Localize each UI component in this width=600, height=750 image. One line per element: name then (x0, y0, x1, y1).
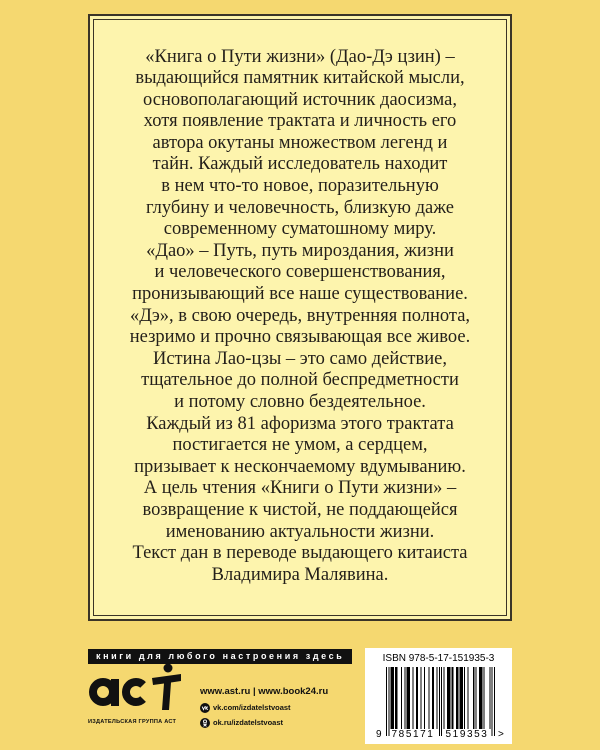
annotation-line: Текст дан в переводе выдающего китаиста (132, 543, 468, 564)
annotation-line: современному суматошному миру. (163, 219, 437, 240)
publisher-websites[interactable]: www.ast.ru | www.book24.ru (200, 686, 329, 697)
barcode-right-digits: 519353 (445, 729, 489, 740)
barcode-bar (412, 667, 413, 729)
barcode-bar (456, 667, 458, 729)
annotation-line: Владимира Малявина. (211, 564, 389, 585)
barcode-bar (451, 667, 453, 729)
barcode-bar (401, 667, 402, 729)
annotation-text (90, 47, 510, 587)
barcode-bar (479, 667, 482, 729)
annotation-line: тайн. Каждый исследователь находит (152, 154, 448, 175)
annotation-line: «Дэ», в свою очередь, внутренняя полнота, (129, 305, 471, 326)
annotation-line: автора окутаны множеством легенд и (152, 132, 448, 153)
annotation-line: и потому словно бездеятельное. (174, 392, 426, 412)
annotation-line: в нем что-то новое, поразительную (161, 176, 439, 197)
barcode-bar (416, 667, 418, 729)
barcode-guard-bar (386, 667, 387, 736)
barcode-bar (473, 667, 474, 729)
annotation-line: незримо и прочно связывающая все живое. (129, 327, 471, 348)
annotation-panel (88, 14, 512, 621)
barcode-bar (428, 667, 429, 729)
annotation-line: именованию актуальности жизни. (165, 521, 435, 542)
annotation-line: хотя появление трактата и личность его (143, 111, 457, 132)
barcode-bar (420, 667, 421, 729)
annotation-line: пронизывающий все наше существование. (132, 284, 468, 305)
barcode-bar (407, 667, 410, 729)
barcode-left-digits: 785171 (391, 729, 435, 740)
barcode-bar (395, 667, 397, 729)
annotation-line: и человеческого совершенствования, (154, 262, 446, 283)
annotation-line: Истина Лао-цзы – это само действие, (152, 348, 447, 369)
barcode-bar (475, 667, 476, 729)
barcode-quiet-zone-mark: > (498, 729, 504, 740)
annotation-line: А цель чтения «Книги о Пути жизни» – (143, 478, 457, 499)
barcode-guard-bar (492, 667, 493, 736)
barcode-guard-bar (494, 667, 495, 736)
ast-logo (88, 662, 182, 714)
barcode-bar (447, 667, 450, 729)
barcode-first-digit: 9 (376, 729, 382, 740)
barcode-bar (467, 667, 468, 729)
annotation-line: призывает к нескончаемому вдумыванию. (134, 456, 466, 477)
annotation-line: выдающийся памятник китайской мысли, (135, 68, 465, 89)
annotation-line: постигается не умом, а сердцем, (172, 435, 428, 456)
slogan-bar: книги для любого настроения здесь (88, 649, 352, 664)
annotation-line: «Книга о Пути жизни» (Дао-Дэ цзин) – (145, 46, 455, 67)
annotation-line: возвращение к чистой, не поддающейся (142, 499, 458, 520)
barcode-guard-bar (441, 667, 442, 736)
barcode-bar (436, 667, 437, 729)
vk-link[interactable]: vk.com/izdatelstvoast (213, 703, 291, 712)
barcode-bar (432, 667, 434, 729)
barcode-bar (459, 667, 462, 729)
barcode-bar (464, 667, 465, 729)
barcode-guard-bar (439, 667, 440, 736)
barcode-bars (386, 667, 495, 736)
annotation-line: «Дао» – Путь, путь мироздания, жизни (146, 240, 454, 261)
isbn-label: ISBN 978-5-17-151935-3 (382, 653, 495, 664)
ok-icon (200, 718, 210, 728)
barcode-bar (443, 667, 444, 729)
annotation-line: глубину и человечность, близкую даже (146, 197, 454, 218)
barcode-bar (391, 667, 394, 729)
ok-link[interactable]: ok.ru/izdatelstvoast (213, 718, 284, 727)
vk-icon (200, 703, 210, 713)
barcode-bar (404, 667, 405, 729)
barcode-bar (489, 667, 490, 729)
barcode-guard-bar (388, 667, 389, 736)
publisher-caption: ИЗДАТЕЛЬСКАЯ ГРУППА АСТ (88, 719, 177, 725)
annotation-line: тщательное до полной беспредметности (141, 370, 459, 391)
annotation-line: Каждый из 81 афоризма этого трактата (146, 413, 454, 434)
annotation-line: основополагающий источник даосизма, (143, 89, 457, 110)
barcode-bar (484, 667, 485, 729)
barcode-bar (424, 667, 425, 729)
